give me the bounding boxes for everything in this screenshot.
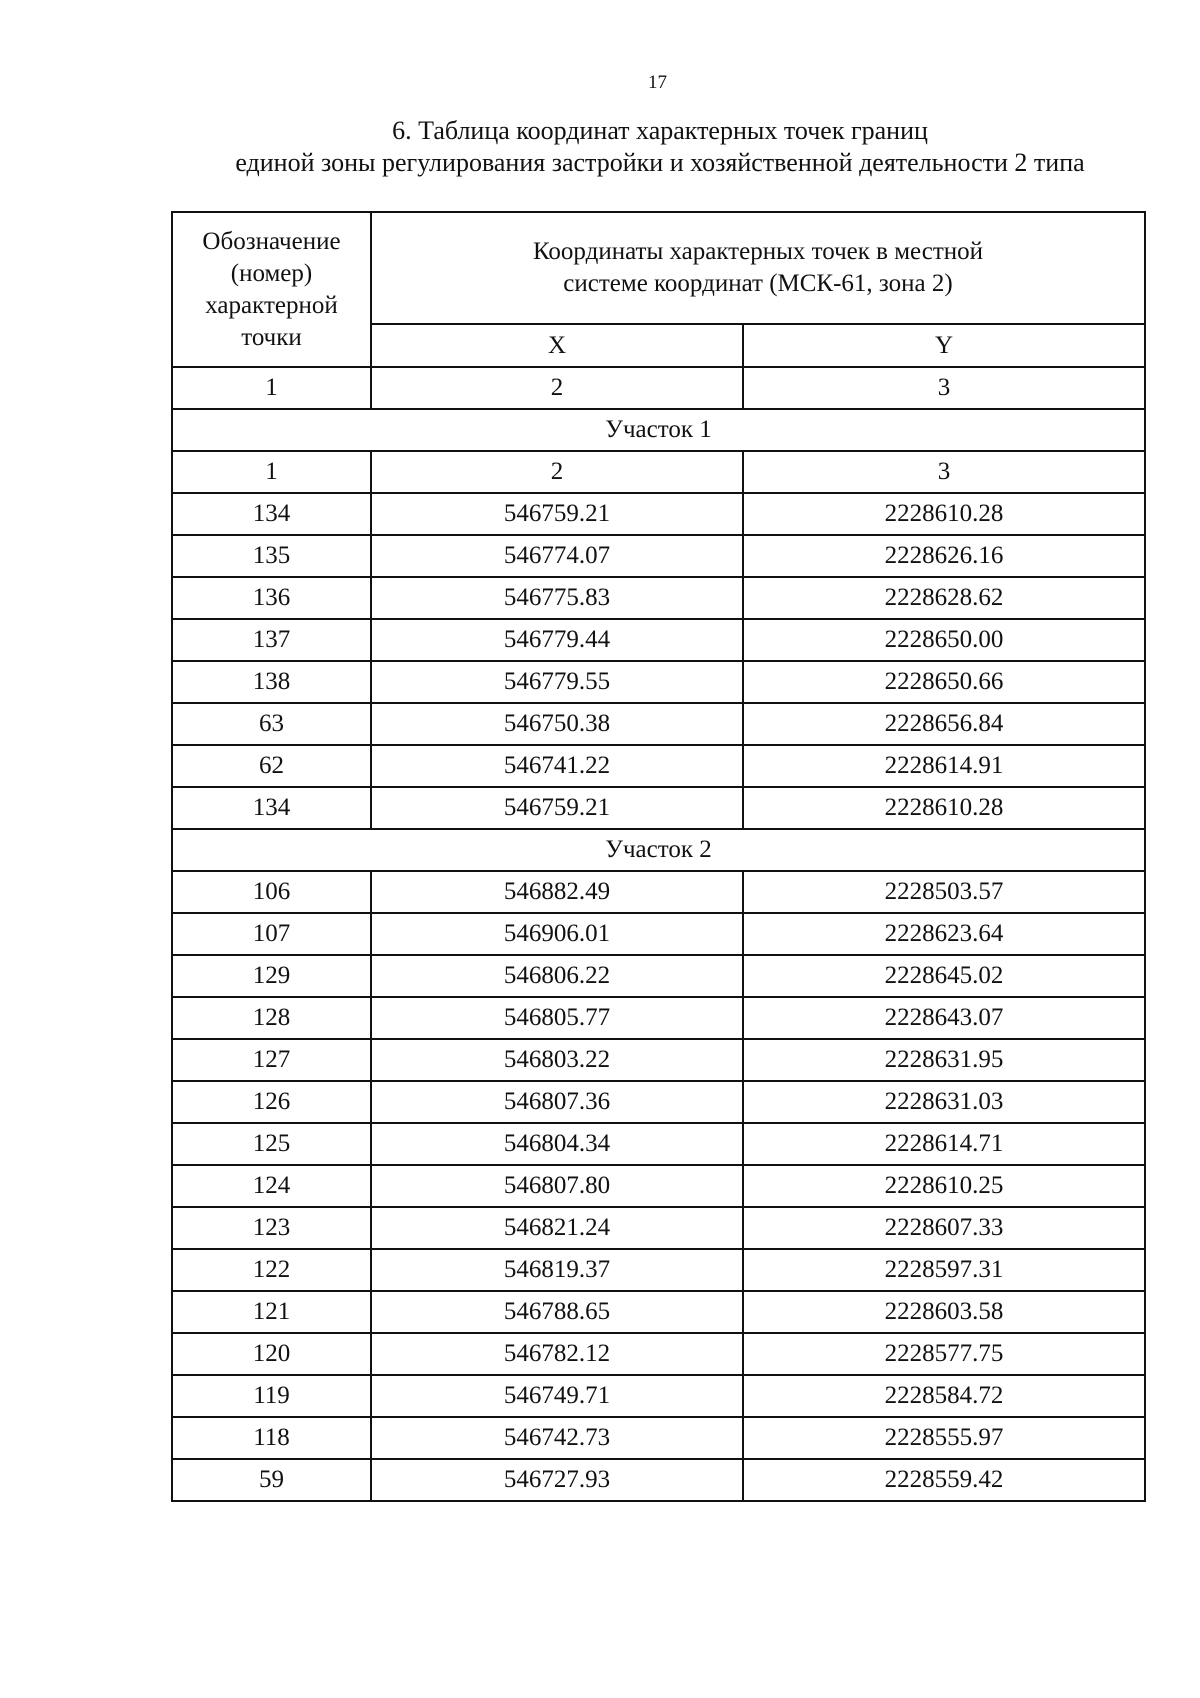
y-coordinate-cell: 2228650.66: [743, 661, 1145, 703]
section-title-row: [172, 409, 1145, 451]
point-number-cell: 123: [172, 1207, 371, 1249]
point-number-cell: 62: [172, 745, 371, 787]
point-number-cell: 118: [172, 1417, 371, 1459]
table-row: [172, 1249, 1145, 1291]
x-coordinate-cell: 546759.21: [371, 493, 743, 535]
y-header: Y: [743, 324, 1145, 367]
point-number-cell: 124: [172, 1165, 371, 1207]
point-number-cell: 138: [172, 661, 371, 703]
x-coordinate-cell: 546804.34: [371, 1123, 743, 1165]
y-coordinate-cell: 2228650.00: [743, 619, 1145, 661]
table-row: [172, 913, 1145, 955]
column-number: 2: [371, 451, 743, 493]
x-coordinate-cell: 546819.37: [371, 1249, 743, 1291]
point-number-cell: 121: [172, 1291, 371, 1333]
point-number-cell: 125: [172, 1123, 371, 1165]
y-coordinate-cell: 2228631.03: [743, 1081, 1145, 1123]
x-coordinate-cell: 546779.55: [371, 661, 743, 703]
section-title-row: [172, 829, 1145, 871]
y-coordinate-cell: 2228645.02: [743, 955, 1145, 997]
y-coordinate-cell: 2228584.72: [743, 1375, 1145, 1417]
x-coordinate-cell: 546779.44: [371, 619, 743, 661]
x-coordinate-cell: 546805.77: [371, 997, 743, 1039]
table-row: [172, 619, 1145, 661]
y-coordinate-cell: 2228555.97: [743, 1417, 1145, 1459]
column-number: 2: [371, 367, 743, 409]
column-number: 3: [743, 367, 1145, 409]
x-coordinate-cell: 546759.21: [371, 787, 743, 829]
x-coordinate-cell: 546821.24: [371, 1207, 743, 1249]
page-number: 17: [648, 72, 667, 93]
x-coordinate-cell: 546749.71: [371, 1375, 743, 1417]
y-coordinate-cell: 2228559.42: [743, 1459, 1145, 1501]
table-row: [172, 703, 1145, 745]
y-coordinate-cell: 2228614.71: [743, 1123, 1145, 1165]
point-number-cell: 122: [172, 1249, 371, 1291]
table-row: [172, 1459, 1145, 1501]
point-designation-header-line: (номер): [230, 259, 313, 287]
point-number-cell: 59: [172, 1459, 371, 1501]
coordinates-table-body: [172, 212, 1145, 1501]
y-coordinate-cell: 2228610.25: [743, 1165, 1145, 1207]
table-row: [172, 1207, 1145, 1249]
x-coordinate-cell: 546807.36: [371, 1081, 743, 1123]
table-row: [172, 871, 1145, 913]
column-number: 1: [172, 367, 371, 409]
section-title: Участок 2: [172, 829, 1145, 871]
point-number-cell: 126: [172, 1081, 371, 1123]
point-number-cell: 119: [172, 1375, 371, 1417]
y-coordinate-cell: 2228614.91: [743, 745, 1145, 787]
column-number: 1: [172, 451, 371, 493]
point-number-cell: 107: [172, 913, 371, 955]
y-coordinate-cell: 2228610.28: [743, 493, 1145, 535]
point-designation-header-line: Обозначение: [202, 227, 341, 255]
x-coordinate-cell: 546727.93: [371, 1459, 743, 1501]
point-number-cell: 63: [172, 703, 371, 745]
y-coordinate-cell: 2228623.64: [743, 913, 1145, 955]
table-title-line-2: единой зоны регулирования застройки и хозяйственной деятельности 2 типа: [235, 148, 1085, 177]
x-coordinate-cell: 546807.80: [371, 1165, 743, 1207]
column-number-row: [172, 367, 1145, 409]
coordinates-table: [171, 211, 1146, 1502]
y-coordinate-cell: 2228643.07: [743, 997, 1145, 1039]
point-designation-header-line: точки: [241, 323, 302, 351]
point-number-cell: 135: [172, 535, 371, 577]
section-title: Участок 1: [172, 409, 1145, 451]
x-coordinate-cell: 546774.07: [371, 535, 743, 577]
coordinates-header-line: Координаты характерных точек в местной: [533, 238, 984, 265]
table-row: [172, 1165, 1145, 1207]
point-designation-header: [172, 212, 371, 367]
y-coordinate-cell: 2228626.16: [743, 535, 1145, 577]
point-number-cell: 134: [172, 493, 371, 535]
table-row: [172, 661, 1145, 703]
point-number-cell: 106: [172, 871, 371, 913]
x-coordinate-cell: 546742.73: [371, 1417, 743, 1459]
table-row: [172, 745, 1145, 787]
table-row: [172, 1375, 1145, 1417]
y-coordinate-cell: 2228607.33: [743, 1207, 1145, 1249]
header-row: [172, 212, 1145, 324]
table-row: [172, 1333, 1145, 1375]
y-coordinate-cell: 2228597.31: [743, 1249, 1145, 1291]
coordinates-header: [371, 212, 1145, 324]
y-coordinate-cell: 2228603.58: [743, 1291, 1145, 1333]
column-number: 3: [743, 451, 1145, 493]
table-row: [172, 955, 1145, 997]
y-coordinate-cell: 2228503.57: [743, 871, 1145, 913]
y-coordinate-cell: 2228628.62: [743, 577, 1145, 619]
x-coordinate-cell: 546741.22: [371, 745, 743, 787]
table-title-line-1: 6. Таблица координат характерных точек границ: [392, 116, 928, 145]
table-row: [172, 493, 1145, 535]
point-number-cell: 128: [172, 997, 371, 1039]
table-title: [190, 115, 1130, 179]
x-coordinate-cell: 546882.49: [371, 871, 743, 913]
table-row: [172, 535, 1145, 577]
x-header: X: [371, 324, 743, 367]
coordinates-header-line: системе координат (МСК-61, зона 2): [563, 270, 953, 297]
x-coordinate-cell: 546806.22: [371, 955, 743, 997]
table-row: [172, 787, 1145, 829]
table-row: [172, 577, 1145, 619]
point-number-cell: 120: [172, 1333, 371, 1375]
point-number-cell: 134: [172, 787, 371, 829]
table-row: [172, 997, 1145, 1039]
x-coordinate-cell: 546906.01: [371, 913, 743, 955]
x-coordinate-cell: 546803.22: [371, 1039, 743, 1081]
y-coordinate-cell: 2228577.75: [743, 1333, 1145, 1375]
column-number-row: [172, 451, 1145, 493]
y-coordinate-cell: 2228656.84: [743, 703, 1145, 745]
table-row: [172, 1291, 1145, 1333]
table-row: [172, 1123, 1145, 1165]
x-coordinate-cell: 546788.65: [371, 1291, 743, 1333]
table-row: [172, 1417, 1145, 1459]
y-coordinate-cell: 2228610.28: [743, 787, 1145, 829]
point-designation-header-line: характерной: [205, 291, 338, 319]
point-number-cell: 137: [172, 619, 371, 661]
x-coordinate-cell: 546775.83: [371, 577, 743, 619]
point-number-cell: 129: [172, 955, 371, 997]
point-number-cell: 136: [172, 577, 371, 619]
table-row: [172, 1081, 1145, 1123]
x-coordinate-cell: 546782.12: [371, 1333, 743, 1375]
y-coordinate-cell: 2228631.95: [743, 1039, 1145, 1081]
x-coordinate-cell: 546750.38: [371, 703, 743, 745]
point-number-cell: 127: [172, 1039, 371, 1081]
table-row: [172, 1039, 1145, 1081]
